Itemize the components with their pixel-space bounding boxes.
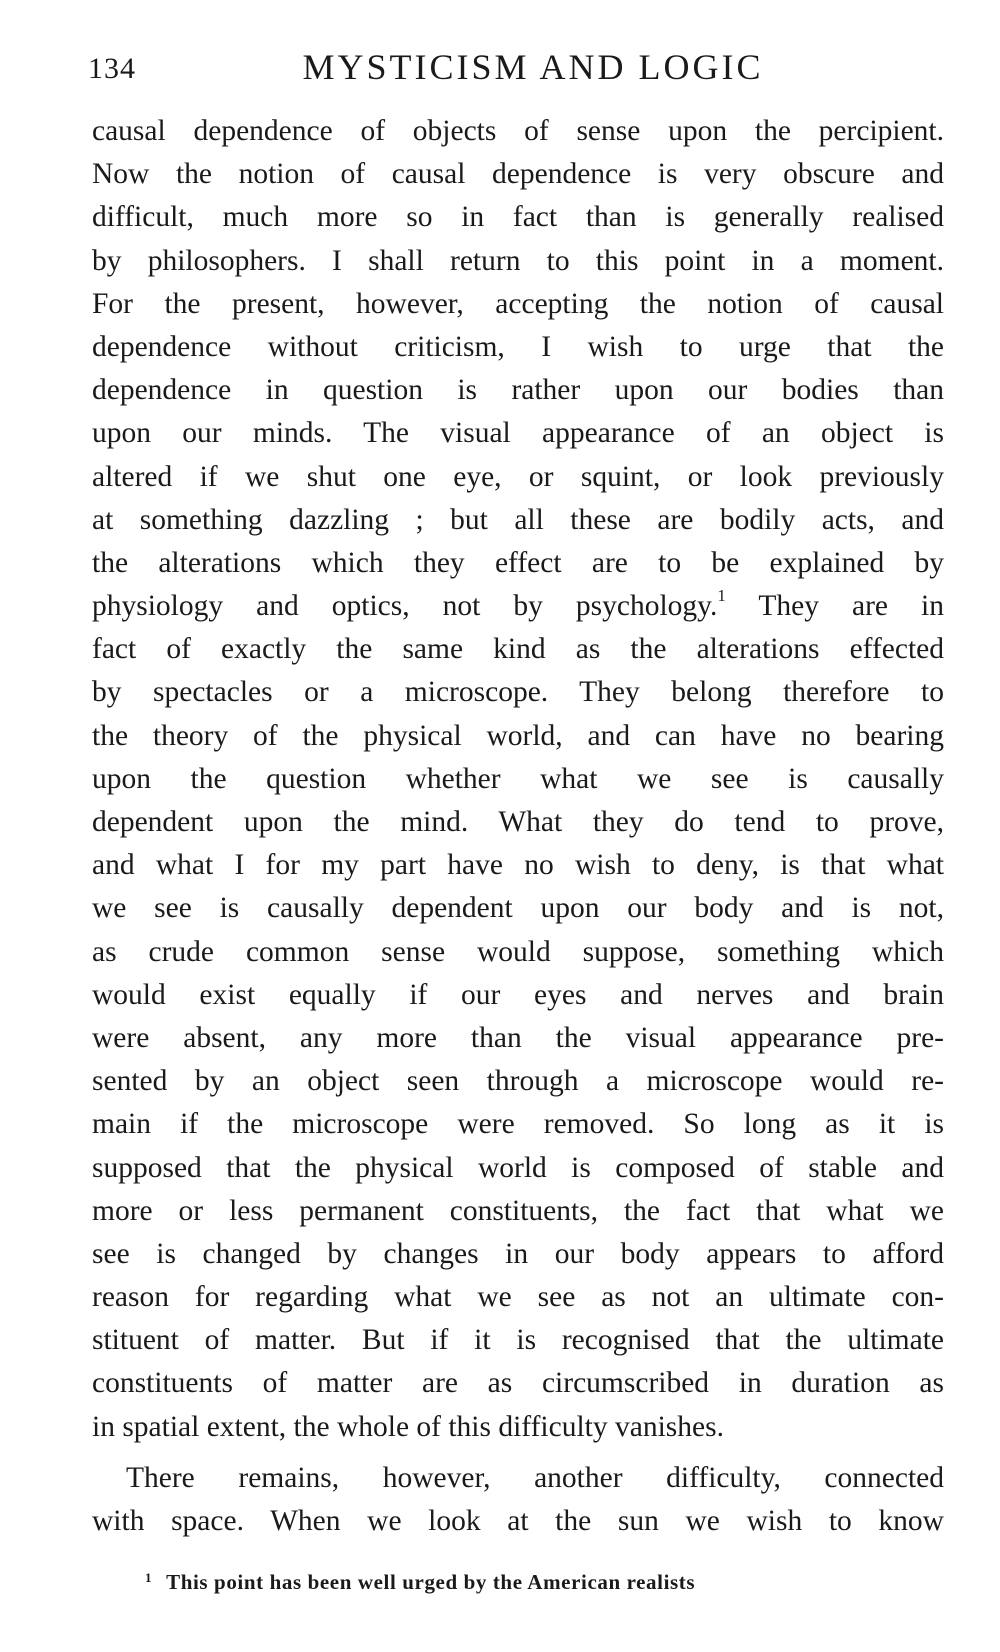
- text-line: For the present, however, accepting the notion of causal: [92, 287, 944, 320]
- text-line: by spectacles or a microscope. They belong therefore to: [92, 676, 944, 709]
- text-line: upon the question whether what we see is causally: [92, 762, 944, 795]
- text-line: the alterations which they effect are to be explained by: [92, 546, 944, 579]
- text-line: causal dependence of objects of sense upon the percipient.: [92, 115, 944, 147]
- footnote-text: This point has been well urged by the American realists: [166, 1570, 696, 1594]
- text-line: by philosophers. I shall return to this point in a moment.: [92, 244, 944, 277]
- text-line: more or less permanent constituents, the fact that what we: [92, 1194, 944, 1227]
- text-segment: They are in: [725, 590, 944, 623]
- text-line: in spatial extent, the whole of this difficulty vanishes.: [92, 1410, 724, 1443]
- text-line: fact of exactly the same kind as the alterations effected: [92, 633, 944, 666]
- text-line: upon our minds. The visual appearance of an object is: [92, 417, 944, 450]
- text-line: as crude common sense would suppose, something which: [92, 935, 944, 968]
- text-line: main if the microscope were removed. So long as it is: [92, 1108, 944, 1141]
- body-text: [92, 110, 944, 1543]
- page-number: 134: [88, 52, 136, 85]
- text-line: were absent, any more than the visual appearance pre-: [92, 1021, 944, 1054]
- text-line: altered if we shut one eye, or squint, or look previously: [92, 460, 944, 493]
- running-head: MYSTICISM AND LOGIC: [302, 47, 764, 87]
- text-line: with space. When we look at the sun we wish to know: [92, 1505, 944, 1537]
- text-line: dependence in question is rather upon our bodies than: [92, 374, 944, 407]
- footnote-marker: 1: [145, 1570, 153, 1585]
- page-header: [88, 46, 948, 96]
- text-line: the theory of the physical world, and can have no bearing: [92, 719, 944, 752]
- text-line: difficult, much more so in fact than is generally realised: [92, 201, 944, 234]
- text-line: sented by an object seen through a microscope would re-: [92, 1065, 944, 1098]
- text-segment: physiology and optics, not by psychology.: [92, 590, 718, 623]
- text-line: see is changed by changes in our body appears to afford: [92, 1237, 944, 1270]
- text-line: There remains, however, another difficulty, connected: [126, 1461, 944, 1494]
- text-line: dependent upon the mind. What they do tend to prove,: [92, 806, 944, 838]
- paragraph-gap: [92, 1449, 944, 1457]
- text-line: we see is causally dependent upon our body and is not,: [92, 892, 944, 925]
- text-line: Now the notion of causal dependence is very obscure and: [92, 158, 944, 191]
- text-line: reason for regarding what we see as not an ultimate con-: [92, 1281, 944, 1314]
- footnote-reference: 1: [717, 586, 726, 606]
- text-line: would exist equally if our eyes and nerves and brain: [92, 978, 944, 1011]
- text-line: constituents of matter are as circumscribed in duration as: [92, 1367, 944, 1400]
- text-line: and what I for my part have no wish to deny, is that what: [92, 849, 944, 882]
- text-line: dependence without criticism, I wish to urge that the: [92, 330, 944, 363]
- footnote: [145, 1570, 945, 1595]
- text-line: supposed that the physical world is composed of stable and: [92, 1151, 944, 1184]
- text-line: at something dazzling ; but all these are bodily acts, and: [92, 503, 944, 536]
- text-line: stituent of matter. But if it is recognised that the ultimate: [92, 1324, 944, 1357]
- text-line-with-note: [92, 585, 944, 628]
